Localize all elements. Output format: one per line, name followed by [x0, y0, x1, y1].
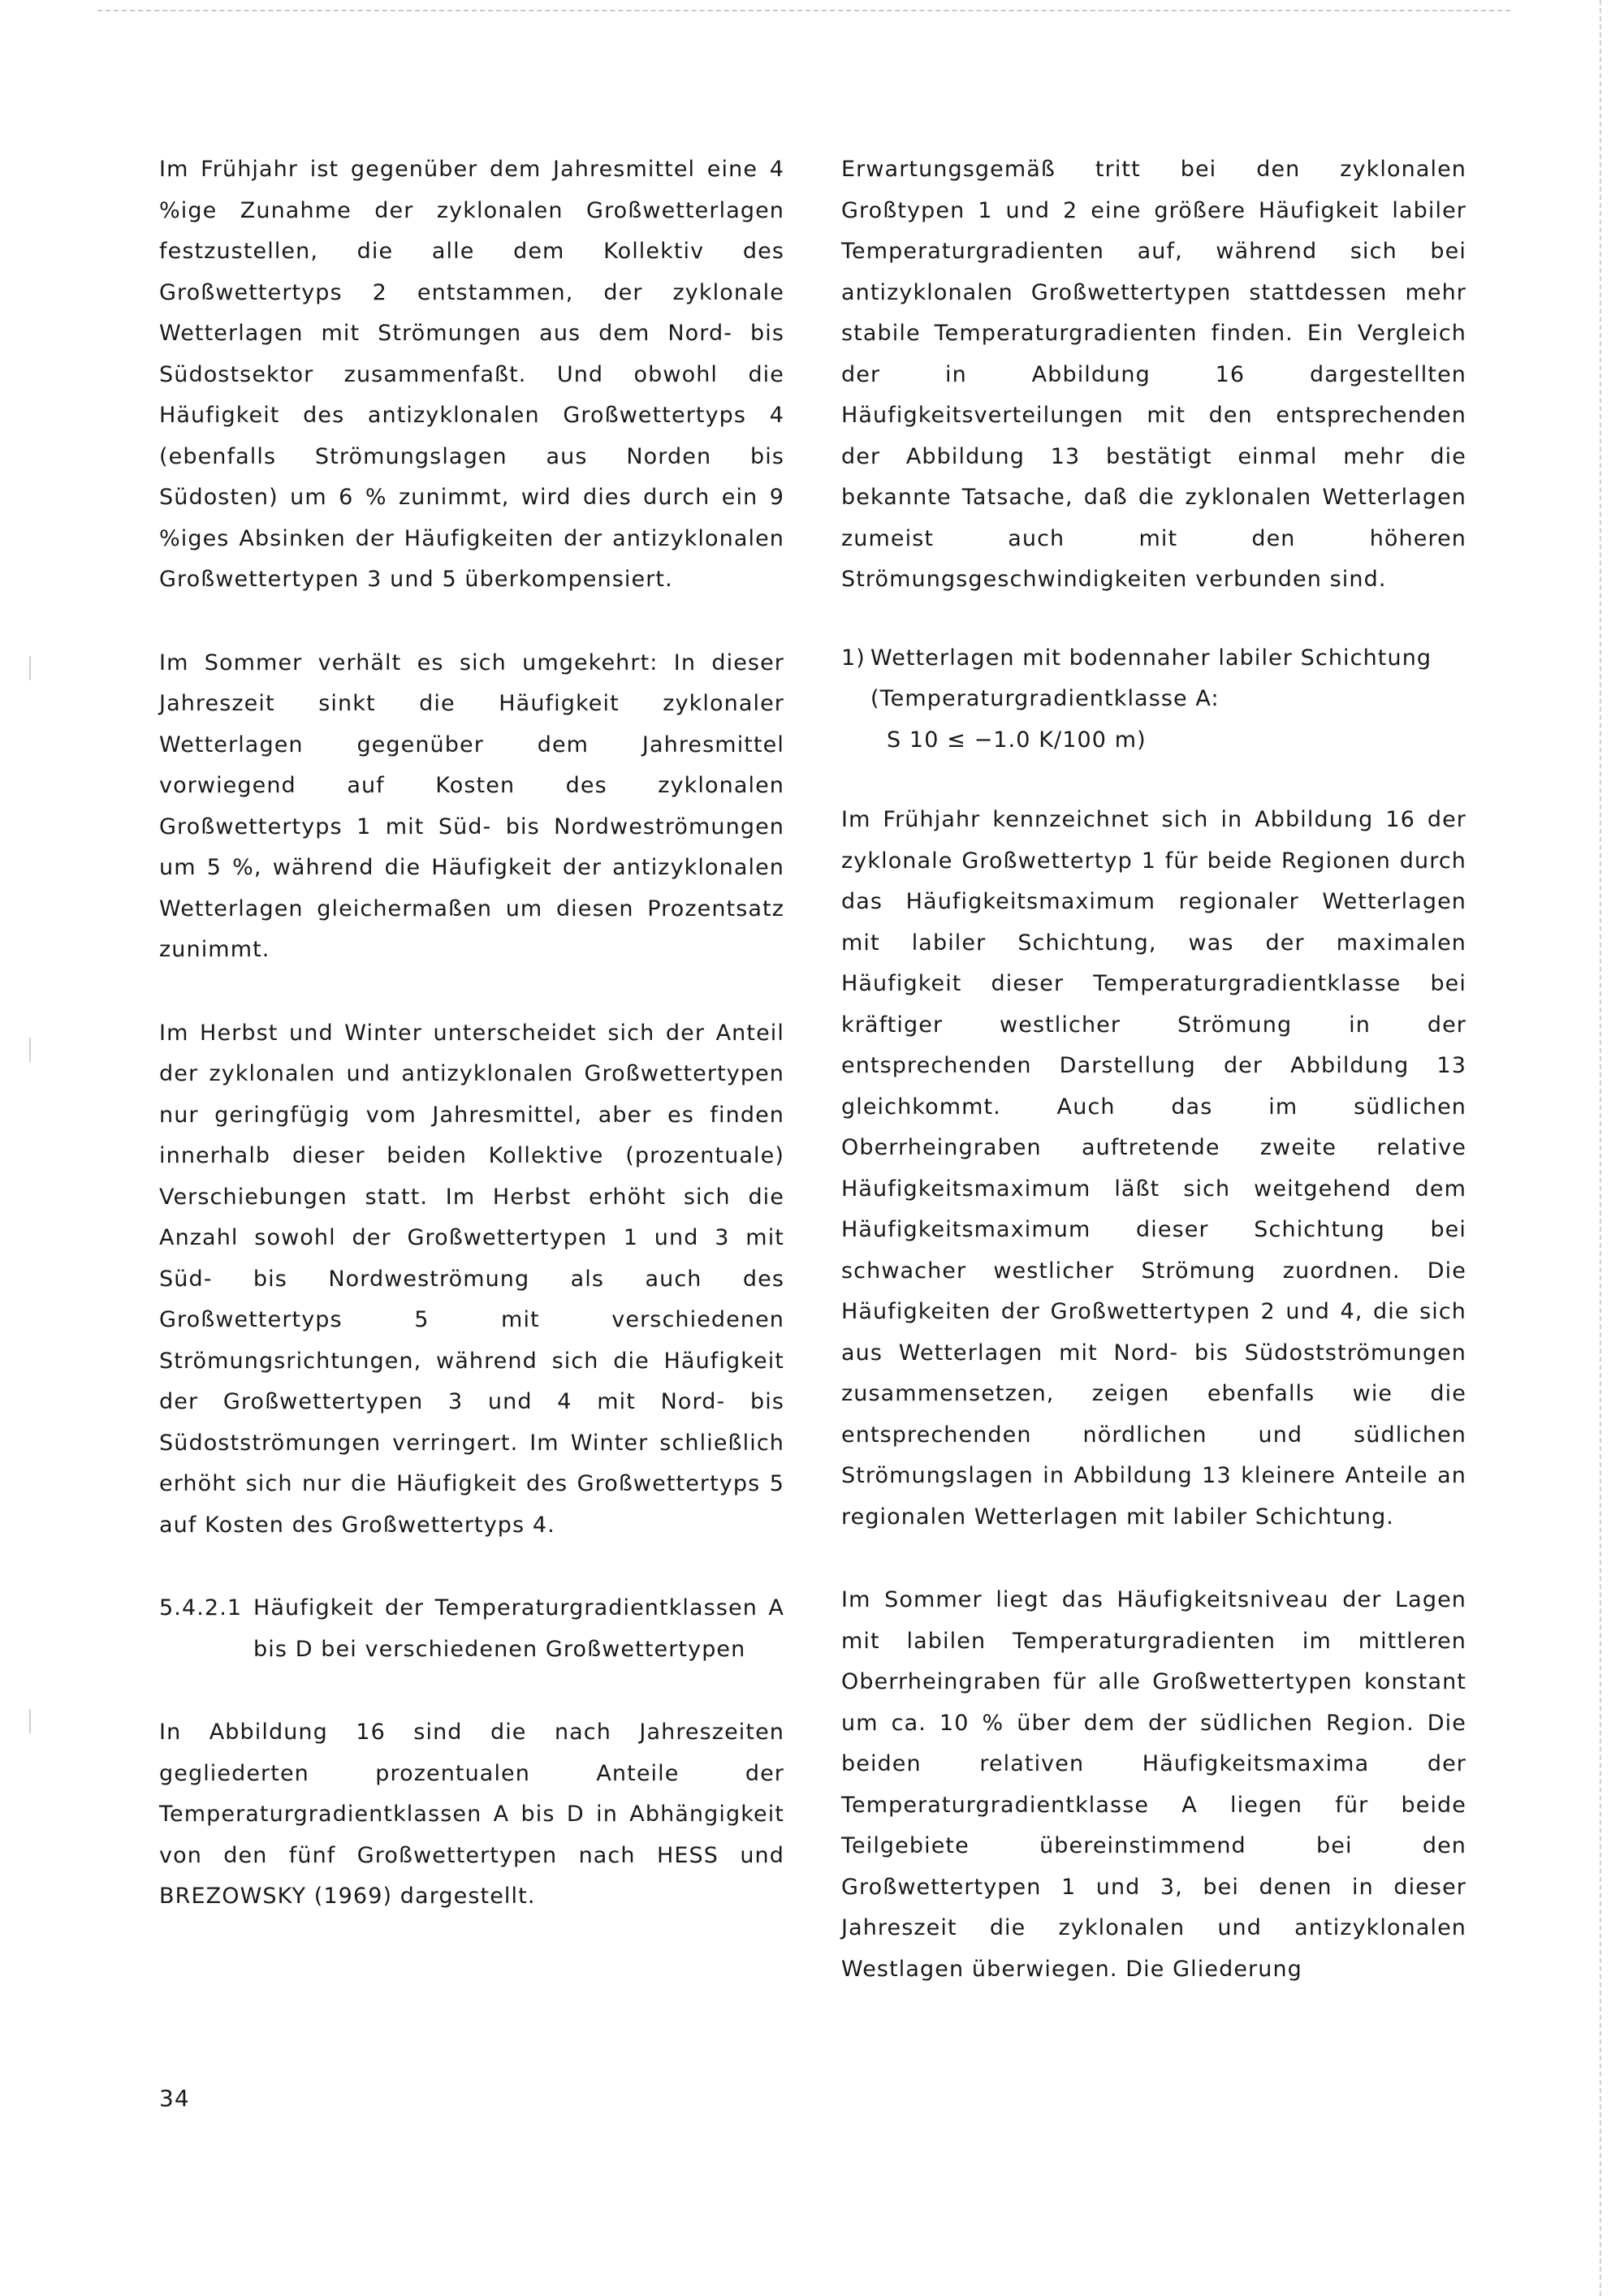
paragraph-summer: Im Sommer verhält es sich umgekehrt: In dieser Jahreszeit sinkt die Häufigkeit zyklonaler Wetterlagen gegenüber dem Jahresmittel vorwiegend auf Kosten des zyklonalen Großwettertyps 1 mit Süd- bis Nordweströmungen um 5 %, während die Häufigkeit der antizyklonalen Wetterlagen gleichermaßen um diesen Prozentsatz zunimmt. — [159, 650, 793, 962]
footnote-text: Wetterlagen mit bodennaher labiler Schichtung (Temperaturgradientklasse A: — [870, 645, 1440, 711]
scan-right-edge — [1600, 0, 1605, 2296]
footnote-marker: 1) — [841, 645, 866, 671]
scan-left-mark — [29, 1038, 31, 1062]
scan-left-mark — [29, 656, 31, 680]
scan-left-mark — [29, 1709, 31, 1733]
paragraph-spring-intro: Im Frühjahr ist gegenüber dem Jahresmittel eine 4 %ige Zunahme der zyklonalen Großwetterlagen festzustellen, die alle dem Kollektiv des Großwettertyps 2 entstammen, der zyklonale Wetterlagen mit Strömungen aus dem Nord- bis Südostsektor zusammenfaßt. Und obwohl die Häufigkeit des antizyklonalen Großwettertyps 4 (ebenfalls Strömungslagen aus Norden bis Südosten) um 6 % zunimmt, wird dies durch ein 9 %iges Absinken der Häufigkeiten der antizyklonalen Großwettertypen 3 und 5 überkompensiert. — [159, 157, 793, 592]
paragraph-figure-16: In Abbildung 16 sind die nach Jahreszeiten gegliederten prozentualen Anteile der Temperaturgradientklassen A bis D in Abhängigkeit von den fünf Großwettertypen nach HESS und BREZOWSKY (1969) dargestellt. — [159, 1720, 793, 1909]
footnote-formula: S 10 ≤ −1.0 K/100 m) — [887, 727, 1147, 753]
section-number: 5.4.2.1 — [159, 1595, 243, 1621]
section-title: Häufigkeit der Temperaturgradientklassen A bis D bei verschiedenen Großwettertypen — [253, 1595, 793, 1662]
paragraph-summer-detail: Im Sommer liegt das Häufigkeitsniveau der Lagen mit labilen Temperaturgradienten im mittleren Oberrheingraben für alle Großwettertypen konstant um ca. 10 % über dem der südlichen Region. Die beiden relativen Häufigkeitsmaxima der Temperaturgradientklasse A liegen für beide Teilgebiete übereinstimmend bei den Großwettertypen 1 und 3, bei denen in dieser Jahreszeit die zyklonalen und antizyklonalen Westlagen überwiegen. Die Gliederung — [841, 1587, 1475, 1982]
paragraph-autumn-winter: Im Herbst und Winter unterscheidet sich der Anteil der zyklonalen und antizyklonalen Großwettertypen nur geringfügig vom Jahresmittel, aber es finden innerhalb dieser beiden Kollektive (prozentuale) Verschiebungen statt. Im Herbst erhöht sich die Anzahl sowohl der Großwettertypen 1 und 3 mit Süd- bis Nordweströmung als auch des Großwettertyps 5 mit verschiedenen Strömungsrichtungen, während sich die Häufigkeit der Großwettertypen 3 und 4 mit Nord- bis Südostströmungen verringert. Im Winter schließlich erhöht sich nur die Häufigkeit des Großwettertyps 5 auf Kosten des Großwettertyps 4. — [159, 1020, 793, 1538]
page-number: 34 — [159, 2085, 190, 2112]
section-heading — [159, 1588, 793, 1670]
footnote — [841, 638, 1466, 720]
paragraph-spring-detail: Im Frühjahr kennzeichnet sich in Abbildung 16 der zyklonale Großwettertyp 1 für beide Regionen durch das Häufigkeitsmaximum regionaler Wetterlagen mit labiler Schichtung, was der maximalen Häufigkeit dieser Temperaturgradientklasse bei kräftiger westlicher Strömung in der entsprechenden Darstellung der Abbildung 13 gleichkommt. Auch das im südlichen Oberrheingraben auftretende zweite relative Häufigkeitsmaximum läßt sich weitgehend dem Häufigkeitsmaximum dieser Schichtung bei schwacher westlicher Strömung zuordnen. Die Häufigkeiten der Großwettertypen 2 und 4, die sich aus Wetterlagen mit Nord- bis Südostströmungen zusammensetzen, zeigen ebenfalls wie die entsprechenden nördlichen und südlichen Strömungslagen in Abbildung 13 kleinere Anteile an regionalen Wetterlagen mit labiler Schichtung. — [841, 807, 1475, 1530]
left-column — [159, 149, 793, 1918]
right-column — [841, 149, 1475, 1990]
paragraph-expectation: Erwartungsgemäß tritt bei den zyklonalen Großtypen 1 und 2 eine größere Häufigkeit labiler Temperaturgradienten auf, während sich bei antizyklonalen Großwettertypen stattdessen mehr stabile Temperaturgradienten finden. Ein Vergleich der in Abbildung 16 dargestellten Häufigkeitsverteilungen mit den entsprechenden der Abbildung 13 bestätigt einmal mehr die bekannte Tatsache, daß die zyklonalen Wetterlagen zumeist auch mit den höheren Strömungsgeschwindigkeiten verbunden sind. — [841, 157, 1475, 592]
scan-top-edge — [97, 10, 1510, 11]
